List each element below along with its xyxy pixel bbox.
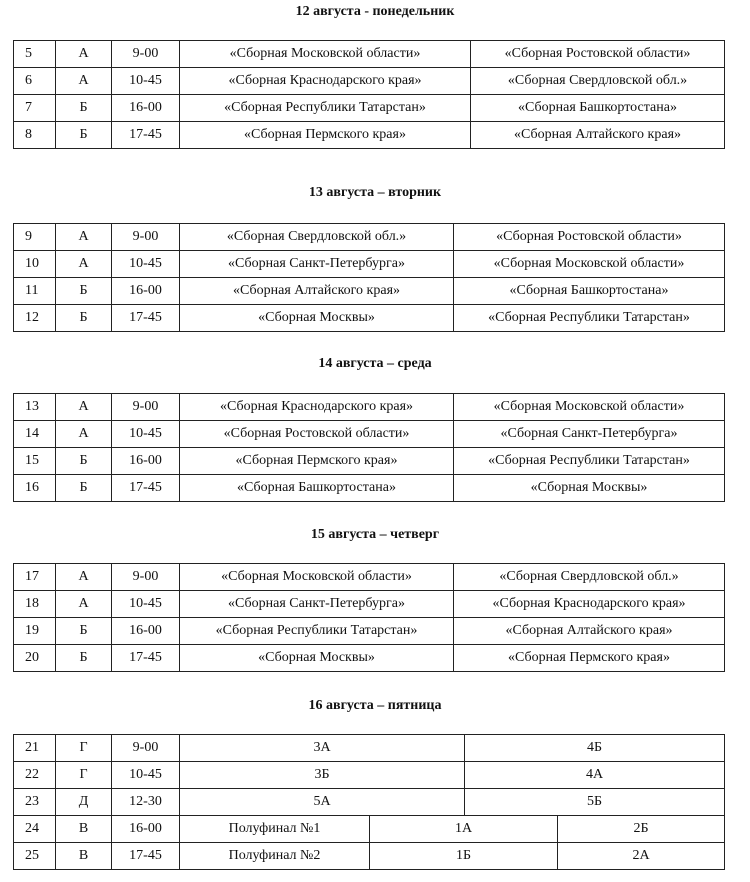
table-row [14,843,725,870]
group-cell: Б [56,645,112,672]
group-cell: Б [56,305,112,332]
team-b-cell: «Сборная Пермского края» [454,645,725,672]
time-cell: 10-45 [112,591,180,618]
table-row [14,122,725,149]
semifinal-label: Полуфинал №1 [180,816,370,843]
team-b-cell: «Сборная Республики Татарстан» [454,448,725,475]
group-cell: А [56,421,112,448]
team-a-cell: «Сборная Московской области» [180,564,454,591]
match-number: 5 [14,41,56,68]
match-number: 15 [14,448,56,475]
time-cell: 16-00 [112,95,180,122]
team-b-cell: «Сборная Ростовской области» [454,224,725,251]
time-cell: 10-45 [112,421,180,448]
group-cell: Б [56,278,112,305]
match-number: 23 [14,789,56,816]
group-cell: Б [56,448,112,475]
table-row [14,305,725,332]
table-row [14,224,725,251]
team-b-cell: 4А [465,762,725,789]
time-cell: 10-45 [112,68,180,95]
group-cell: Б [56,618,112,645]
team-b-cell: 5Б [465,789,725,816]
team-a-cell: 5А [180,789,465,816]
group-cell: А [56,394,112,421]
match-number: 12 [14,305,56,332]
group-cell: А [56,224,112,251]
table-row [14,591,725,618]
team-a-cell: «Сборная Санкт-Петербурга» [180,591,454,618]
team-a-cell: «Сборная Пермского края» [180,122,471,149]
team-a-cell: «Сборная Башкортостана» [180,475,454,502]
day-title: 13 августа – вторник [308,185,442,200]
group-cell: А [56,591,112,618]
time-cell: 16-00 [112,816,180,843]
time-cell: 12-30 [112,789,180,816]
group-cell: В [56,843,112,870]
table-row [14,278,725,305]
time-cell: 9-00 [112,394,180,421]
team-b-cell: 2Б [558,816,725,843]
group-cell: Б [56,95,112,122]
schedule-table [13,734,725,870]
match-number: 21 [14,735,56,762]
group-cell: В [56,816,112,843]
schedule-table [13,223,725,332]
time-cell: 10-45 [112,251,180,278]
team-b-cell: 2А [558,843,725,870]
day-title: 12 августа - понедельник [295,4,455,19]
team-a-cell: «Сборная Пермского края» [180,448,454,475]
day-title: 15 августа – четверг [310,527,440,542]
team-b-cell: 4Б [465,735,725,762]
time-cell: 16-00 [112,618,180,645]
group-cell: Д [56,789,112,816]
table-row [14,68,725,95]
team-b-cell: «Сборная Москвы» [454,475,725,502]
match-number: 16 [14,475,56,502]
time-cell: 16-00 [112,448,180,475]
group-cell: А [56,41,112,68]
table-row [14,735,725,762]
team-b-cell: «Сборная Московской области» [454,251,725,278]
match-number: 18 [14,591,56,618]
team-a-cell: «Сборная Алтайского края» [180,278,454,305]
team-b-cell: «Сборная Свердловской обл.» [454,564,725,591]
group-cell: А [56,68,112,95]
time-cell: 16-00 [112,278,180,305]
schedule-table [13,563,725,672]
match-number: 6 [14,68,56,95]
schedule-table [13,393,725,502]
team-a-cell: 1Б [370,843,558,870]
time-cell: 9-00 [112,735,180,762]
table-row [14,448,725,475]
match-number: 24 [14,816,56,843]
team-b-cell: «Сборная Башкортостана» [471,95,725,122]
match-number: 8 [14,122,56,149]
day-title: 16 августа – пятница [308,698,442,713]
match-number: 25 [14,843,56,870]
table-row [14,251,725,278]
time-cell: 17-45 [112,122,180,149]
team-a-cell: «Сборная Республики Татарстан» [180,95,471,122]
team-a-cell: «Сборная Свердловской обл.» [180,224,454,251]
match-number: 20 [14,645,56,672]
team-a-cell: «Сборная Санкт-Петербурга» [180,251,454,278]
group-cell: А [56,564,112,591]
team-b-cell: «Сборная Свердловской обл.» [471,68,725,95]
table-row [14,816,725,843]
team-a-cell: «Сборная Краснодарского края» [180,394,454,421]
time-cell: 17-45 [112,843,180,870]
table-row [14,645,725,672]
group-cell: А [56,251,112,278]
team-a-cell: 3Б [180,762,465,789]
table-row [14,618,725,645]
team-b-cell: «Сборная Башкортостана» [454,278,725,305]
time-cell: 17-45 [112,645,180,672]
match-number: 11 [14,278,56,305]
team-a-cell: 3А [180,735,465,762]
team-b-cell: «Сборная Московской области» [454,394,725,421]
group-cell: Г [56,762,112,789]
team-b-cell: «Сборная Краснодарского края» [454,591,725,618]
team-a-cell: «Сборная Краснодарского края» [180,68,471,95]
schedule-table [13,40,725,149]
team-b-cell: «Сборная Алтайского края» [454,618,725,645]
match-number: 14 [14,421,56,448]
team-a-cell: «Сборная Москвы» [180,645,454,672]
match-number: 17 [14,564,56,591]
day-title: 14 августа – среда [318,356,432,371]
time-cell: 9-00 [112,224,180,251]
team-a-cell: «Сборная Москвы» [180,305,454,332]
table-row [14,475,725,502]
match-number: 10 [14,251,56,278]
table-row [14,41,725,68]
time-cell: 9-00 [112,41,180,68]
team-a-cell: «Сборная Республики Татарстан» [180,618,454,645]
group-cell: Б [56,122,112,149]
time-cell: 17-45 [112,305,180,332]
match-number: 13 [14,394,56,421]
table-row [14,95,725,122]
team-a-cell: «Сборная Московской области» [180,41,471,68]
time-cell: 10-45 [112,762,180,789]
team-a-cell: «Сборная Ростовской области» [180,421,454,448]
time-cell: 17-45 [112,475,180,502]
table-row [14,564,725,591]
table-row [14,421,725,448]
match-number: 22 [14,762,56,789]
semifinal-label: Полуфинал №2 [180,843,370,870]
team-a-cell: 1А [370,816,558,843]
group-cell: Г [56,735,112,762]
group-cell: Б [56,475,112,502]
table-row [14,394,725,421]
team-b-cell: «Сборная Санкт-Петербурга» [454,421,725,448]
time-cell: 9-00 [112,564,180,591]
team-b-cell: «Сборная Республики Татарстан» [454,305,725,332]
table-row [14,762,725,789]
match-number: 9 [14,224,56,251]
team-b-cell: «Сборная Ростовской области» [471,41,725,68]
match-number: 7 [14,95,56,122]
team-b-cell: «Сборная Алтайского края» [471,122,725,149]
match-number: 19 [14,618,56,645]
table-row [14,789,725,816]
